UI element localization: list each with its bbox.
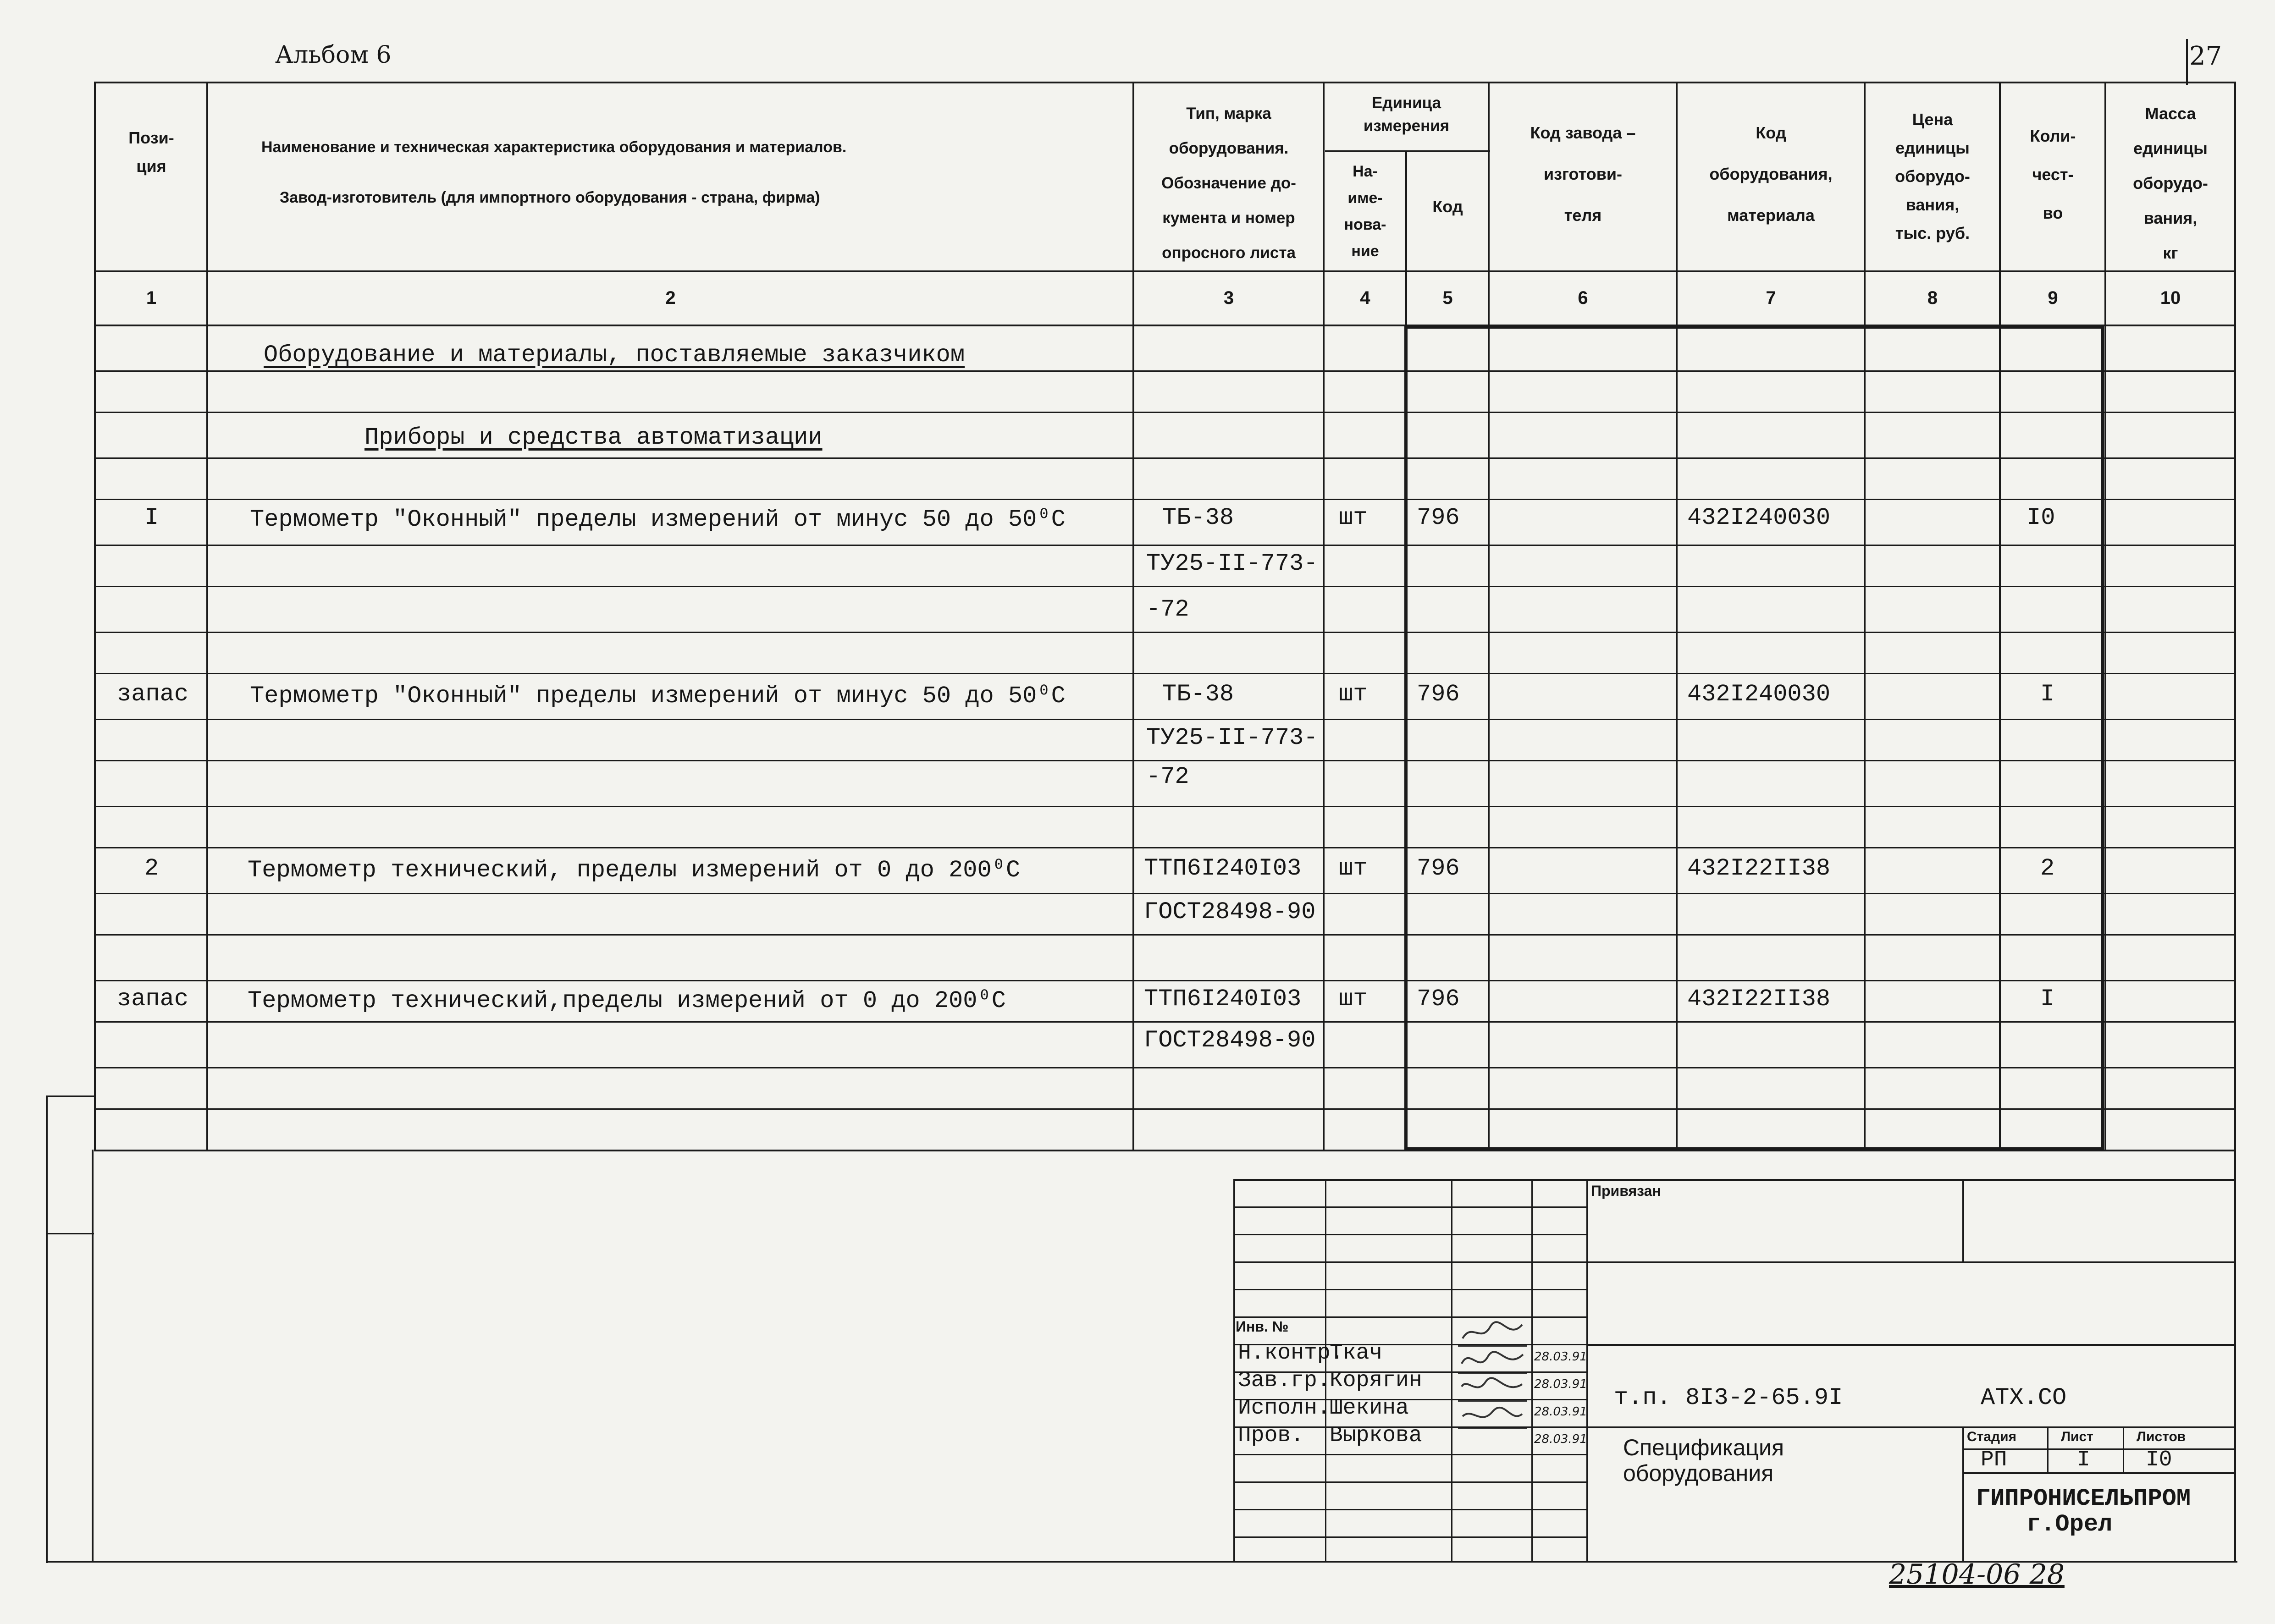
- page-number: 27: [2189, 41, 2222, 71]
- col-num-9: 9: [2048, 288, 2058, 308]
- role-norm-control: Н.контр.: [1238, 1341, 1344, 1365]
- item-1-doc-cont: -72: [1146, 596, 1189, 623]
- header-price: Цена единицы оборудо- вания, тыс. руб.: [1895, 110, 1970, 242]
- item-1-unit-code: 796: [1417, 504, 1460, 531]
- stage-header: Стадия: [1967, 1429, 2017, 1444]
- item-4-unit-code: 796: [1417, 985, 1460, 1013]
- item-3-type: ТТП6I240I03: [1144, 855, 1302, 882]
- stage-value: РП: [1981, 1448, 2007, 1472]
- header-equipment-code: Код оборудования, материала: [1709, 123, 1833, 225]
- col-num-5: 5: [1442, 288, 1453, 308]
- sheet-header: Лист: [2061, 1429, 2093, 1444]
- sheet-value: I: [2077, 1448, 2090, 1472]
- item-1-unit: шт: [1339, 504, 1368, 531]
- col-num-1: 1: [146, 288, 157, 308]
- document-mark: АТХ.СО: [1981, 1384, 2067, 1411]
- item-1-type: ТБ-38: [1162, 504, 1234, 531]
- item-4-quantity: I: [2040, 985, 2055, 1013]
- header-plant-code: Код завода – изготови- теля: [1530, 123, 1636, 225]
- col-num-10: 10: [2160, 288, 2181, 308]
- item-2-doc: ТУ25-II-773-: [1146, 724, 1318, 751]
- item-2-unit-code: 796: [1417, 681, 1460, 708]
- item-3-doc: ГОСТ28498-90: [1144, 898, 1316, 925]
- item-3-unit-code: 796: [1417, 855, 1460, 882]
- col-num-8: 8: [1927, 288, 1938, 308]
- item-4-name: Термометр технический,пределы измерений от 0 до 200⁰С: [248, 987, 1006, 1014]
- item-3-unit: шт: [1339, 855, 1368, 882]
- name-koryagin: Корягин: [1330, 1368, 1422, 1393]
- item-4-type: ТТП6I240I03: [1144, 985, 1302, 1013]
- item-2-doc-cont: -72: [1146, 763, 1189, 790]
- item-3-equipment-code: 432I22II38: [1687, 855, 1831, 882]
- signature-1: [1458, 1318, 1527, 1347]
- organization-name: ГИПРОНИСЕЛЬПРОМ: [1976, 1485, 2191, 1512]
- organization-city: г.Орел: [2027, 1511, 2113, 1538]
- item-1-quantity: I0: [2027, 504, 2055, 531]
- role-executor: Исполн.: [1238, 1396, 1331, 1420]
- item-2-quantity: I: [2040, 681, 2055, 708]
- header-type: Тип, марка оборудования. Обозначение до- кумента и номер опросного листа: [1161, 105, 1296, 262]
- date-4: 28.03.91: [1534, 1432, 1587, 1446]
- item-2-position: запас: [117, 681, 189, 708]
- header-mass: Масса единицы оборудо- вания, кг: [2133, 104, 2208, 262]
- item-4-doc: ГОСТ28498-90: [1144, 1027, 1316, 1054]
- header-position: Пози- ция: [128, 128, 174, 176]
- header-unit-name: На- име- нова- ние: [1344, 163, 1386, 260]
- item-3-quantity: 2: [2040, 855, 2055, 882]
- item-1-doc: ТУ25-II-773-: [1146, 550, 1318, 577]
- col-num-2: 2: [665, 288, 676, 308]
- bound-label: Привязан: [1591, 1183, 1661, 1199]
- item-1-position: I: [144, 504, 159, 531]
- header-unit: Единица измерения: [1363, 94, 1450, 135]
- sheets-header: Листов: [2137, 1429, 2186, 1444]
- signature-2: [1458, 1345, 1527, 1374]
- item-2-unit: шт: [1339, 681, 1368, 708]
- signature-4: [1458, 1400, 1527, 1429]
- item-4-position: запас: [117, 985, 189, 1013]
- name-vyrkova: Выркова: [1330, 1423, 1422, 1448]
- section-heading-instruments: Приборы и средства автоматизации: [364, 424, 823, 451]
- header-name-line2: Завод-изготовитель (для импортного оборудования - страна, фирма): [280, 189, 820, 206]
- sheets-value: I0: [2146, 1448, 2172, 1472]
- name-tkach: Ткач: [1330, 1341, 1383, 1365]
- section-heading-customer-supplied: Оборудование и материалы, поставляемые заказчиком: [264, 341, 965, 369]
- date-1: 28.03.91: [1534, 1350, 1587, 1364]
- date-3: 28.03.91: [1534, 1405, 1587, 1419]
- item-2-equipment-code: 432I240030: [1687, 681, 1831, 708]
- name-shekina: Шекина: [1330, 1396, 1409, 1420]
- col-num-6: 6: [1578, 288, 1588, 308]
- header-quantity: Коли- чест- во: [2030, 127, 2076, 222]
- inventory-number-label: Инв. №: [1236, 1318, 1289, 1335]
- document-number: т.п. 8I3-2-65.9I: [1614, 1384, 1843, 1411]
- album-label: Альбом 6: [275, 41, 392, 69]
- date-2: 28.03.91: [1534, 1377, 1587, 1391]
- header-name-line1: Наименование и техническая характеристика оборудования и материалов.: [261, 138, 847, 156]
- item-1-equipment-code: 432I240030: [1687, 504, 1831, 531]
- header-unit-code: Код: [1432, 197, 1463, 216]
- item-4-unit: шт: [1339, 985, 1368, 1013]
- col-num-7: 7: [1766, 288, 1776, 308]
- item-3-name: Термометр технический, пределы измерений от 0 до 200⁰С: [248, 857, 1021, 884]
- col-num-3: 3: [1223, 288, 1234, 308]
- item-4-equipment-code: 432I22II38: [1687, 985, 1831, 1013]
- item-2-name: Термометр "Оконный" пределы измерений от минус 50 до 50⁰С: [250, 683, 1066, 710]
- item-1-name: Термометр "Оконный" пределы измерений от минус 50 до 50⁰С: [250, 506, 1066, 533]
- role-checker: Пров.: [1238, 1423, 1304, 1448]
- archive-number: 25104-06 28: [1889, 1558, 2065, 1591]
- document-title-line2: оборудования: [1623, 1460, 1774, 1486]
- document-title-line1: Спецификация: [1623, 1435, 1784, 1460]
- role-group-head: Зав.гр.: [1238, 1368, 1331, 1393]
- item-2-type: ТБ-38: [1162, 681, 1234, 708]
- col-num-4: 4: [1360, 288, 1370, 308]
- signature-3: [1458, 1373, 1527, 1402]
- item-3-position: 2: [144, 855, 159, 882]
